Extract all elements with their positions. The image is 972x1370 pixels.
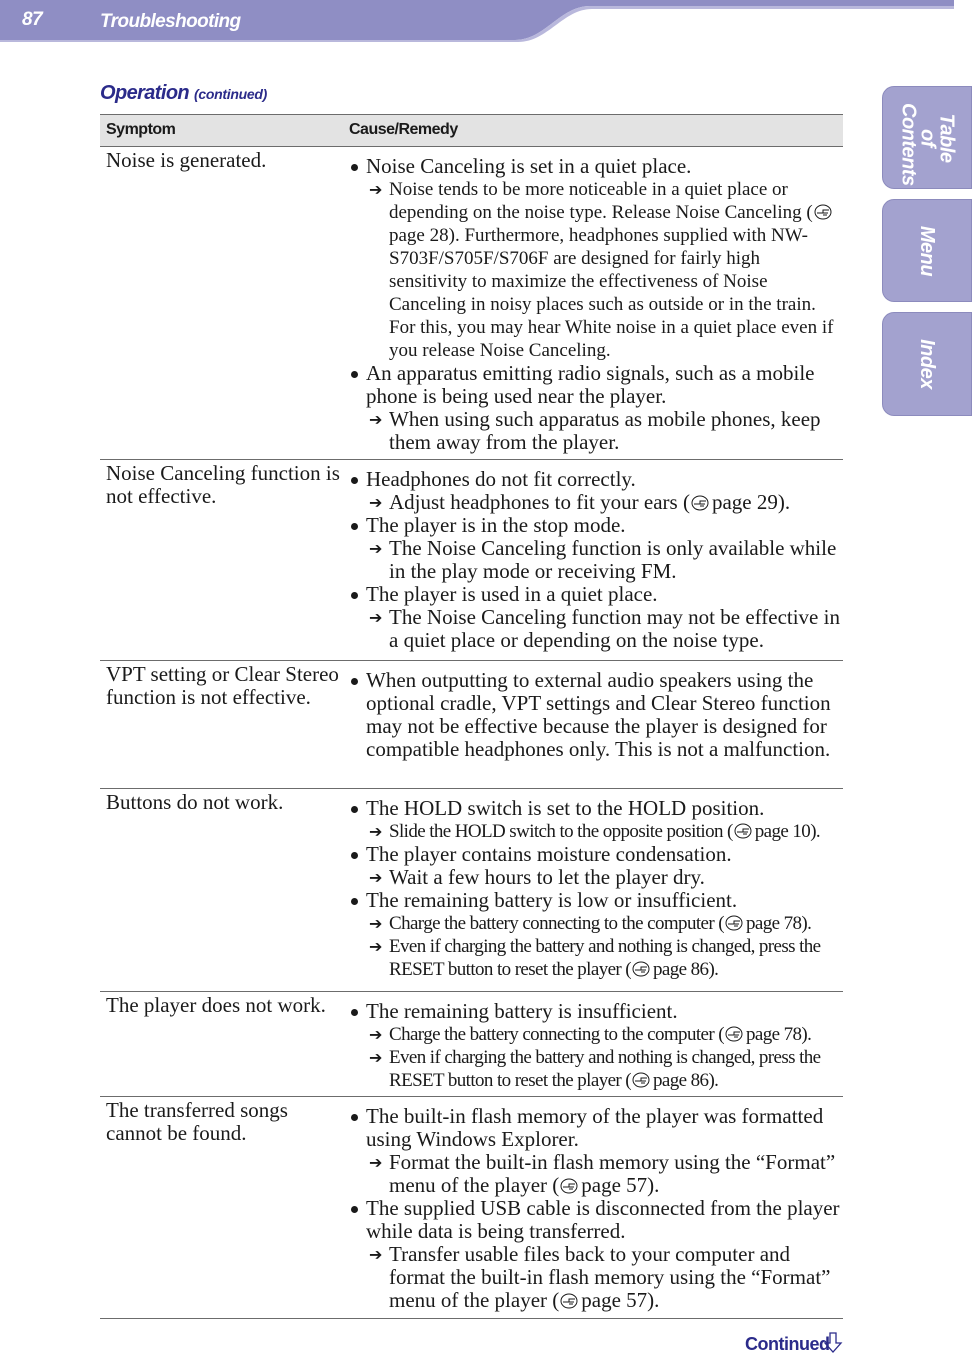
remedy-text: page 57).	[581, 1288, 660, 1312]
tab-menu[interactable]	[882, 199, 972, 302]
cause-remedy	[349, 1000, 841, 1092]
remedy-item	[349, 935, 841, 981]
right-arrow-icon: ➔	[369, 914, 382, 933]
cause-item: An apparatus emitting radio signals, such as a mobile phone is being used near the player.	[349, 362, 841, 408]
pointing-hand-icon	[560, 1293, 578, 1309]
down-arrow-icon	[823, 1332, 843, 1354]
remedy-item	[349, 1243, 841, 1312]
symptom: The transferred songs cannot be found.	[106, 1098, 288, 1145]
remedy-text: page 29).	[711, 490, 791, 514]
remedy-text: Charge the battery connecting to the computer (	[389, 913, 724, 934]
pointing-hand-icon	[560, 1178, 578, 1194]
table-row	[100, 992, 843, 1097]
right-arrow-icon: ➔	[369, 868, 383, 887]
remedy-text: Adjust headphones to fit your ears (	[389, 490, 690, 514]
pointing-hand-icon	[734, 823, 752, 839]
remedy-item	[349, 912, 841, 935]
symptom: Buttons do not work.	[106, 790, 284, 814]
cause-item: Noise Canceling is set in a quiet place.	[349, 155, 841, 178]
page-header	[0, 0, 954, 42]
remedy-text: Even if charging the battery and nothing is changed, press the RESET button to reset the player (	[389, 936, 821, 980]
right-arrow-icon: ➔	[369, 822, 382, 841]
right-arrow-icon: ➔	[369, 1153, 383, 1172]
cause-item: The HOLD switch is set to the HOLD position.	[349, 797, 841, 820]
right-arrow-icon: ➔	[369, 608, 383, 627]
right-arrow-icon: ➔	[369, 1025, 382, 1044]
remedy-text: page 86).	[653, 959, 719, 980]
cause-remedy	[349, 669, 841, 761]
heading-suffix: (continued)	[194, 86, 267, 102]
remedy-text: Even if charging the battery and nothing is changed, press the RESET button to reset the player (	[389, 1047, 821, 1091]
remedy-text: page 86).	[653, 1070, 719, 1091]
cause-item: The player is in the stop mode.	[349, 514, 841, 537]
remedy-text: page 28). Furthermore, headphones supplied with NW-S703F/S705F/S706F are designed for fairly high sensitivity to maximize the effectiveness of Noise Canceling in noisy places such as outside or in the train. For this, you may hear White noise in a quiet place even if you release Noise Canceling.	[389, 225, 834, 361]
cause-item: The built-in flash memory of the player was formatted using Windows Explorer.	[349, 1105, 841, 1151]
pointing-hand-icon	[632, 1072, 650, 1088]
table-row	[100, 460, 843, 661]
remedy-item	[349, 491, 841, 514]
remedy-item	[349, 820, 841, 843]
symptom: Noise Canceling function is not effective.	[106, 461, 340, 508]
page-number: 87	[22, 9, 43, 30]
tab-toc-label: Table of Contents	[897, 102, 958, 186]
cause-item: When outputting to external audio speakers using the optional cradle, VPT settings and Clear Stereo function may not be effective because the player is designed for compatible headphones only. This is not a malfunction.	[349, 669, 841, 761]
right-arrow-icon: ➔	[369, 180, 383, 199]
cause-item: Headphones do not fit correctly.	[349, 468, 841, 491]
remedy-text: page 10).	[754, 821, 821, 842]
tab-menu-label: Menu	[916, 225, 938, 276]
col-symptom: Symptom	[106, 121, 176, 138]
remedy-text: Charge the battery connecting to the computer (	[389, 1024, 724, 1045]
tab-index-label: Index	[916, 339, 938, 389]
right-arrow-icon: ➔	[369, 937, 382, 956]
tab-table-of-contents[interactable]	[882, 86, 972, 189]
remedy-item	[349, 537, 841, 583]
symptom: Noise is generated.	[106, 148, 267, 172]
cause-remedy	[349, 468, 841, 652]
section-heading	[100, 82, 267, 105]
pointing-hand-icon	[691, 495, 709, 511]
remedy-text: Wait a few hours to let the player dry.	[389, 865, 705, 889]
symptom: The player does not work.	[106, 993, 326, 1017]
right-arrow-icon: ➔	[369, 539, 383, 558]
remedy-text: Format the built-in flash memory using the “Format” menu of the player (	[389, 1150, 836, 1197]
troubleshooting-table	[100, 114, 843, 1319]
remedy-text: page 57).	[581, 1173, 660, 1197]
table-row	[100, 147, 843, 460]
cause-remedy	[349, 155, 841, 454]
table-row	[100, 789, 843, 992]
remedy-item	[349, 1023, 841, 1046]
right-arrow-icon: ➔	[369, 1048, 382, 1067]
cause-item: The player contains moisture condensation.	[349, 843, 841, 866]
right-arrow-icon: ➔	[369, 1245, 383, 1264]
continued-link[interactable]: Continued	[745, 1334, 830, 1354]
remedy-item	[349, 1046, 841, 1092]
remedy-text: The Noise Canceling function is only available while in the play mode or receiving FM.	[389, 536, 837, 583]
remedy-text: The Noise Canceling function may not be effective in a quiet place or depending on the noise type.	[389, 605, 840, 652]
remedy-text: When using such apparatus as mobile phones, keep them away from the player.	[389, 407, 821, 454]
tab-index[interactable]	[882, 312, 972, 416]
remedy-item	[349, 178, 841, 362]
remedy-item	[349, 606, 841, 652]
pointing-hand-icon	[814, 204, 832, 220]
remedy-text: page 78).	[745, 913, 812, 934]
cause-remedy	[349, 797, 841, 981]
pointing-hand-icon	[632, 961, 650, 977]
table-header	[100, 114, 843, 147]
cause-remedy	[349, 1105, 841, 1312]
remedy-text: Transfer usable files back to your computer and format the built-in flash memory using the “Format” menu of the player (	[389, 1242, 831, 1312]
remedy-text: page 78).	[745, 1024, 812, 1045]
cause-item: The supplied USB cable is disconnected from the player while data is being transferred.	[349, 1197, 841, 1243]
col-cause-remedy: Cause/Remedy	[349, 121, 458, 138]
cause-item: The player is used in a quiet place.	[349, 583, 841, 606]
pointing-hand-icon	[725, 915, 743, 931]
remedy-text: Slide the HOLD switch to the opposite position (	[389, 821, 733, 842]
remedy-text: Noise tends to be more noticeable in a quiet place or depending on the noise type. Release Noise Canceling (	[389, 179, 813, 223]
right-arrow-icon: ➔	[369, 410, 383, 429]
table-row	[100, 661, 843, 789]
symptom: VPT setting or Clear Stereo function is not effective.	[106, 662, 339, 709]
heading-title: Operation	[100, 82, 190, 104]
cause-item: The remaining battery is low or insufficient.	[349, 889, 841, 912]
cause-item: The remaining battery is insufficient.	[349, 1000, 841, 1023]
section-title: Troubleshooting	[100, 11, 241, 32]
remedy-item	[349, 866, 841, 889]
remedy-item	[349, 408, 841, 454]
right-arrow-icon: ➔	[369, 493, 383, 512]
pointing-hand-icon	[725, 1026, 743, 1042]
remedy-item	[349, 1151, 841, 1197]
table-row	[100, 1097, 843, 1319]
